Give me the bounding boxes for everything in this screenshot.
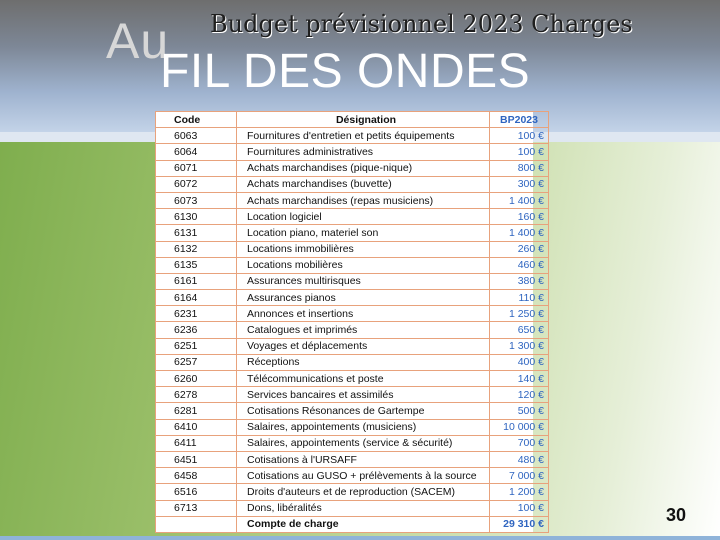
cell-code: 6161 (156, 273, 237, 289)
header-designation: Désignation (237, 112, 490, 128)
cell-amount: 700 € (490, 435, 549, 451)
table-row (156, 225, 549, 241)
table-row (156, 209, 549, 225)
cell-designation: Services bancaires et assimilés (237, 387, 490, 403)
table-row (156, 387, 549, 403)
table-total-row (156, 516, 549, 532)
bottom-divider (0, 536, 720, 540)
cell-designation: Annonces et insertions (237, 306, 490, 322)
table-row (156, 176, 549, 192)
table-row (156, 144, 549, 160)
cell-designation: Cotisations Résonances de Gartempe (237, 403, 490, 419)
cell-amount: 1 300 € (490, 338, 549, 354)
logo-small-text: Au (106, 13, 170, 69)
cell-amount: 260 € (490, 241, 549, 257)
table-row (156, 192, 549, 208)
table-row (156, 160, 549, 176)
cell-code: 6257 (156, 354, 237, 370)
table-row (156, 354, 549, 370)
cell-code: 6516 (156, 484, 237, 500)
cell-amount: 480 € (490, 451, 549, 467)
total-code (156, 516, 237, 532)
cell-code: 6231 (156, 306, 237, 322)
cell-code: 6260 (156, 371, 237, 387)
table-row (156, 451, 549, 467)
cell-designation: Salaires, appointements (musiciens) (237, 419, 490, 435)
cell-code: 6411 (156, 435, 237, 451)
cell-amount: 1 250 € (490, 306, 549, 322)
table-row (156, 257, 549, 273)
table-row (156, 273, 549, 289)
table-row (156, 468, 549, 484)
logo-main-text: FIL DES ONDES (160, 45, 531, 98)
cell-amount: 100 € (490, 144, 549, 160)
cell-amount: 300 € (490, 176, 549, 192)
cell-code: 6064 (156, 144, 237, 160)
table-row (156, 371, 549, 387)
table-row (156, 241, 549, 257)
cell-code: 6135 (156, 257, 237, 273)
cell-amount: 800 € (490, 160, 549, 176)
cell-designation: Droits d'auteurs et de reproduction (SACEM) (237, 484, 490, 500)
total-label: Compte de charge (237, 516, 490, 532)
cell-code: 6131 (156, 225, 237, 241)
cell-designation: Voyages et déplacements (237, 338, 490, 354)
cell-amount: 400 € (490, 354, 549, 370)
cell-amount: 140 € (490, 371, 549, 387)
table-row (156, 338, 549, 354)
cell-code: 6164 (156, 290, 237, 306)
slide-title: Budget prévisionnel 2023 Charges (210, 10, 633, 38)
cell-code: 6410 (156, 419, 237, 435)
cell-amount: 650 € (490, 322, 549, 338)
cell-code: 6458 (156, 468, 237, 484)
table-header-row (156, 112, 549, 128)
cell-code: 6130 (156, 209, 237, 225)
cell-amount: 10 000 € (490, 419, 549, 435)
cell-designation: Achats marchandises (repas musiciens) (237, 192, 490, 208)
table-row (156, 484, 549, 500)
cell-designation: Fournitures administratives (237, 144, 490, 160)
header-code: Code (156, 112, 237, 128)
cell-code: 6063 (156, 128, 237, 144)
table-row (156, 500, 549, 516)
cell-code: 6132 (156, 241, 237, 257)
cell-amount: 110 € (490, 290, 549, 306)
cell-designation: Achats marchandises (buvette) (237, 176, 490, 192)
cell-designation: Cotisations à l'URSAFF (237, 451, 490, 467)
cell-amount: 120 € (490, 387, 549, 403)
cell-designation: Télécommunications et poste (237, 371, 490, 387)
cell-designation: Achats marchandises (pique-nique) (237, 160, 490, 176)
cell-code: 6071 (156, 160, 237, 176)
cell-code: 6072 (156, 176, 237, 192)
table-row (156, 306, 549, 322)
cell-designation: Assurances multirisques (237, 273, 490, 289)
cell-designation: Cotisations au GUSO + prélèvements à la source (237, 468, 490, 484)
cell-designation: Location piano, materiel son (237, 225, 490, 241)
page-number: 30 (666, 505, 687, 525)
total-amount: 29 310 € (490, 516, 549, 532)
cell-designation: Catalogues et imprimés (237, 322, 490, 338)
cell-designation: Locations immobilières (237, 241, 490, 257)
cell-designation: Dons, libéralités (237, 500, 490, 516)
table-row (156, 128, 549, 144)
cell-code: 6073 (156, 192, 237, 208)
cell-amount: 160 € (490, 209, 549, 225)
cell-amount: 500 € (490, 403, 549, 419)
table-row (156, 322, 549, 338)
cell-amount: 1 400 € (490, 225, 549, 241)
cell-code: 6281 (156, 403, 237, 419)
cell-code: 6451 (156, 451, 237, 467)
cell-designation: Salaires, appointements (service & sécurité) (237, 435, 490, 451)
cell-amount: 460 € (490, 257, 549, 273)
header-amount: BP2023 (490, 112, 549, 128)
cell-designation: Assurances pianos (237, 290, 490, 306)
table-row (156, 419, 549, 435)
cell-code: 6278 (156, 387, 237, 403)
cell-designation: Fournitures d'entretien et petits équipements (237, 128, 490, 144)
cell-amount: 380 € (490, 273, 549, 289)
cell-designation: Location logiciel (237, 209, 490, 225)
cell-amount: 1 200 € (490, 484, 549, 500)
cell-amount: 100 € (490, 500, 549, 516)
cell-code: 6236 (156, 322, 237, 338)
cell-code: 6251 (156, 338, 237, 354)
cell-code: 6713 (156, 500, 237, 516)
table-row (156, 290, 549, 306)
cell-amount: 1 400 € (490, 192, 549, 208)
cell-designation: Locations mobilières (237, 257, 490, 273)
cell-amount: 7 000 € (490, 468, 549, 484)
table-row (156, 403, 549, 419)
budget-table (155, 111, 544, 533)
table-row (156, 435, 549, 451)
cell-amount: 100 € (490, 128, 549, 144)
cell-designation: Réceptions (237, 354, 490, 370)
